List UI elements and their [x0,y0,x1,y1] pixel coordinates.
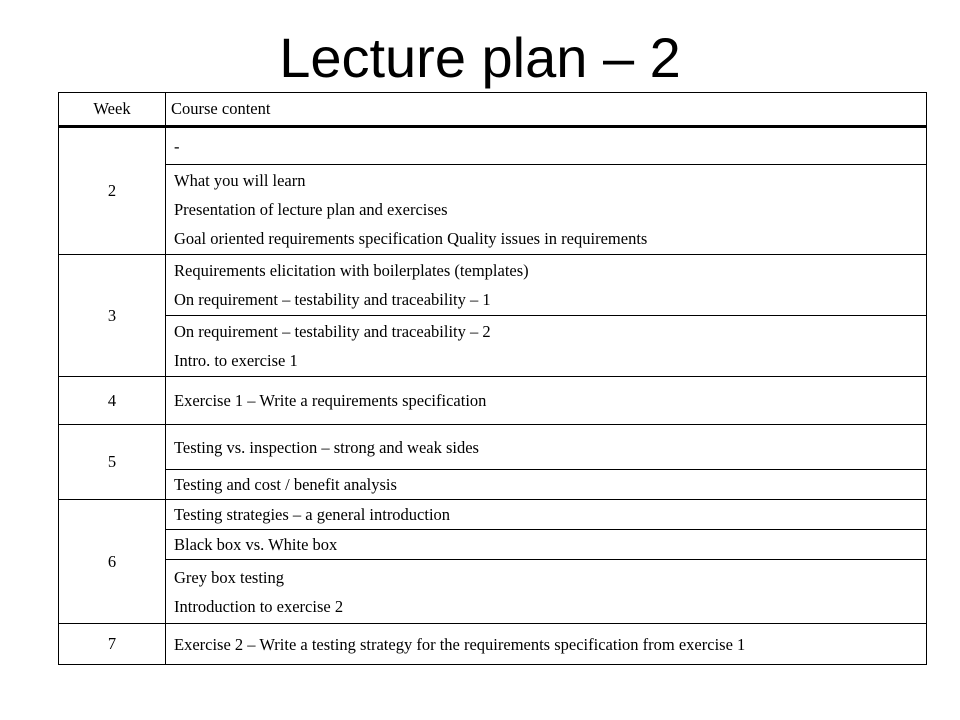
week-cell: 5 [59,425,166,500]
content-line: On requirement – testability and traceability – 1 [174,290,491,309]
content-cell [166,470,927,500]
week-cell: 6 [59,500,166,624]
week-column-header: Week [59,93,166,127]
lecture-plan-table [58,92,927,665]
content-line: - [174,136,180,156]
content-line: Testing vs. inspection – strong and weak sides [174,437,479,457]
table-row [59,165,927,255]
table-row [59,560,927,624]
content-cell [166,500,927,530]
content-line: What you will learn [174,171,306,190]
table-row [59,624,927,665]
content-line: Testing and cost / benefit analysis [174,475,397,494]
content-cell [166,624,927,665]
table-row [59,500,927,530]
week-cell: 4 [59,377,166,425]
content-line: On requirement – testability and traceability – 2 [174,322,491,341]
content-cell [166,530,927,560]
week-cell: 3 [59,255,166,377]
content-cell [166,425,927,470]
content-line: Intro. to exercise 1 [174,351,298,370]
week-cell: 2 [59,127,166,255]
content-line: Requirements elicitation with boilerplates (templates) [174,261,529,280]
content-line: Black box vs. White box [174,535,338,554]
table-row [59,377,927,425]
content-cell [166,316,927,377]
content-column-header: Course content [166,93,927,127]
table-row [59,127,927,165]
content-cell [166,127,927,165]
content-line: Grey box testing [174,567,284,587]
content-cell [166,165,927,255]
week-cell: 7 [59,624,166,665]
content-line: Testing strategies – a general introduction [174,505,451,524]
slide-title: Lecture plan – 2 [279,26,681,89]
table-row [59,530,927,560]
content-line: Exercise 1 – Write a requirements specification [174,391,487,410]
content-line: Presentation of lecture plan and exercises [174,200,448,219]
table-row [59,470,927,500]
table-row [59,425,927,470]
content-line: Exercise 2 – Write a testing strategy for the requirements specification from exercise 1 [174,634,746,654]
content-cell [166,255,927,316]
table-header-row [59,93,927,127]
table-row [59,255,927,316]
table-row [59,316,927,377]
content-line: Introduction to exercise 2 [174,596,344,616]
content-cell [166,377,927,425]
content-line: Goal oriented requirements specification Quality issues in requirements [174,229,648,248]
content-cell [166,560,927,624]
